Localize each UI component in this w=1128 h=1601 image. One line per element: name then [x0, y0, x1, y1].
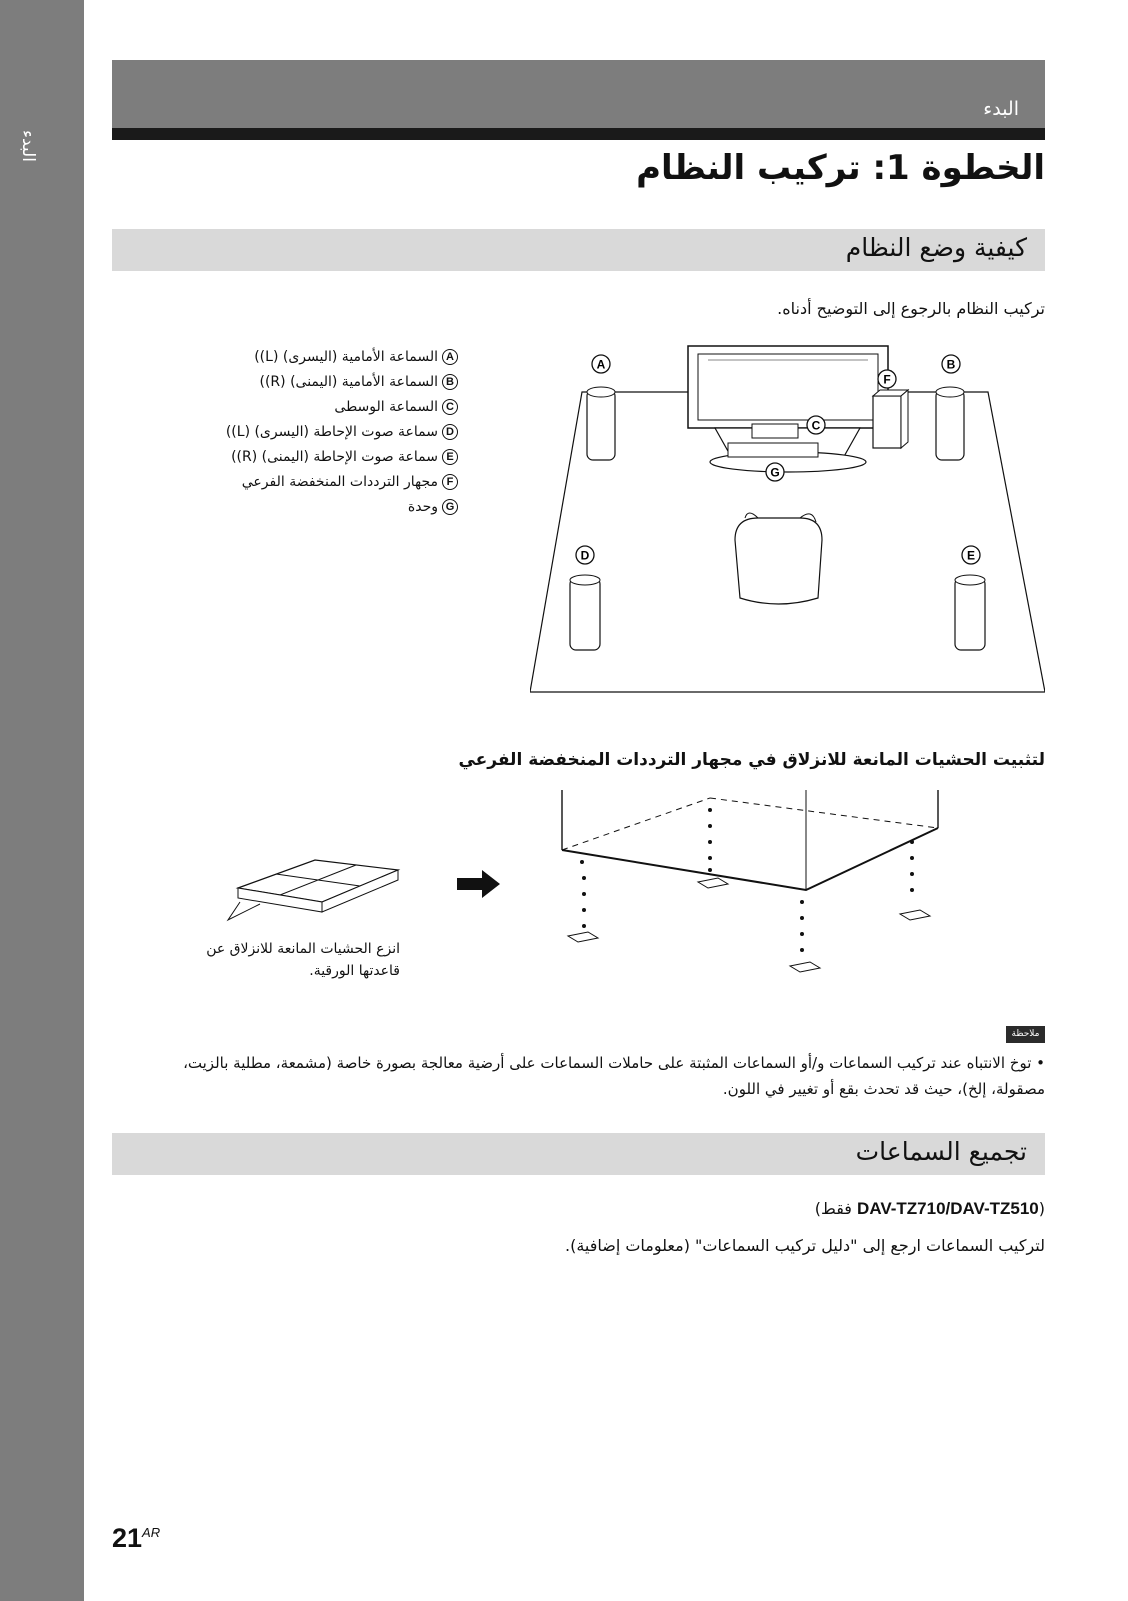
legend-item [200, 394, 458, 419]
diagram-marker-g [766, 463, 784, 481]
section-placement-bar [112, 229, 1045, 271]
diagram-marker-e [962, 546, 980, 564]
section-placement-title: كيفية وضع النظام [845, 233, 1027, 262]
diagram-marker-d [576, 546, 594, 564]
section-header-label: البدء [983, 98, 1019, 120]
note-text: • توخ الانتباه عند تركيب السماعات و/أو السماعات المثبتة على حاملات السماعات على أرضية معالجة بصورة خاصة (مشمعة، مطلية بالزيت، مصقولة، إلخ)، حيث قد تحدث بقع أو تغيير في اللون. [183, 1054, 1045, 1098]
legend-text: السماعة الأمامية (اليسرى) (L)) [254, 348, 438, 365]
legend-letter: E [442, 449, 458, 465]
placement-intro: تركيب النظام بالرجوع إلى التوضيح أدناه. [777, 299, 1045, 318]
legend-text: سماعة صوت الإحاطة (اليسرى) (L)) [225, 423, 438, 440]
page-number-value: 21 [112, 1523, 143, 1553]
page-number-suffix: AR [142, 1525, 161, 1540]
legend-text: وحدة [407, 498, 438, 515]
side-tab-label: البدء [18, 130, 38, 162]
legend-item [200, 369, 458, 394]
page-title: الخطوة 1: تركيب النظام [636, 148, 1045, 188]
legend-item [200, 419, 458, 444]
diagram-marker-f [878, 370, 896, 388]
legend-letter: F [442, 474, 458, 490]
header-rule [112, 128, 1045, 140]
speaker-legend [200, 344, 458, 519]
section-header-bar [112, 60, 1045, 128]
diagram-marker-a [592, 355, 610, 373]
pad-caption: انزع الحشيات المانعة للانزلاق عن قاعدتها الورقية. [206, 941, 400, 979]
legend-letter: G [442, 499, 458, 515]
arrow-icon [457, 870, 500, 898]
legend-text: سماعة صوت الإحاطة (اليمنى) (R)) [231, 448, 438, 465]
model-suffix: فقط) [814, 1199, 858, 1218]
diagram-marker-c [807, 416, 825, 434]
legend-item [200, 344, 458, 369]
diagram-marker-b [942, 355, 960, 373]
legend-item [200, 444, 458, 469]
legend-item [200, 469, 458, 494]
legend-item [200, 494, 458, 519]
pad-instructions-heading: لتثبيت الحشيات المانعة للانزلاق في مجهار الترددات المنخفضة الفرعي [458, 750, 1045, 770]
room-placement-diagram [530, 340, 1045, 695]
legend-text: السماعة الأمامية (اليمنى) (R)) [259, 373, 438, 390]
legend-letter: A [442, 349, 458, 365]
section-assembly-title: تجميع السماعات [855, 1137, 1027, 1166]
side-tab [0, 0, 84, 1601]
legend-letter: C [442, 399, 458, 415]
svg-text:E: E [966, 548, 976, 563]
legend-letter: D [442, 424, 458, 440]
svg-text:A: A [596, 357, 606, 372]
svg-text:F: F [883, 372, 891, 387]
section-assembly-bar [112, 1133, 1045, 1175]
svg-text:D: D [580, 548, 590, 563]
page-number [112, 1523, 160, 1554]
model-names: DAV-TZ710/DAV-TZ510 [857, 1199, 1039, 1218]
assembly-instruction: لتركيب السماعات ارجع إلى "دليل تركيب السماعات" (معلومات إضافية). [564, 1236, 1045, 1255]
pad-sheet-illustration [228, 860, 398, 920]
model-prefix: ( [1038, 1199, 1045, 1218]
svg-text:B: B [946, 357, 956, 372]
note-badge: ملاحظة [1006, 1026, 1045, 1043]
svg-text:G: G [770, 465, 780, 480]
legend-letter: B [442, 374, 458, 390]
legend-text: السماعة الوسطى [334, 398, 438, 415]
svg-text:C: C [811, 418, 821, 433]
model-applicability [815, 1199, 1045, 1219]
legend-text: مجهار الترددات المنخفضة الفرعي [241, 473, 438, 490]
